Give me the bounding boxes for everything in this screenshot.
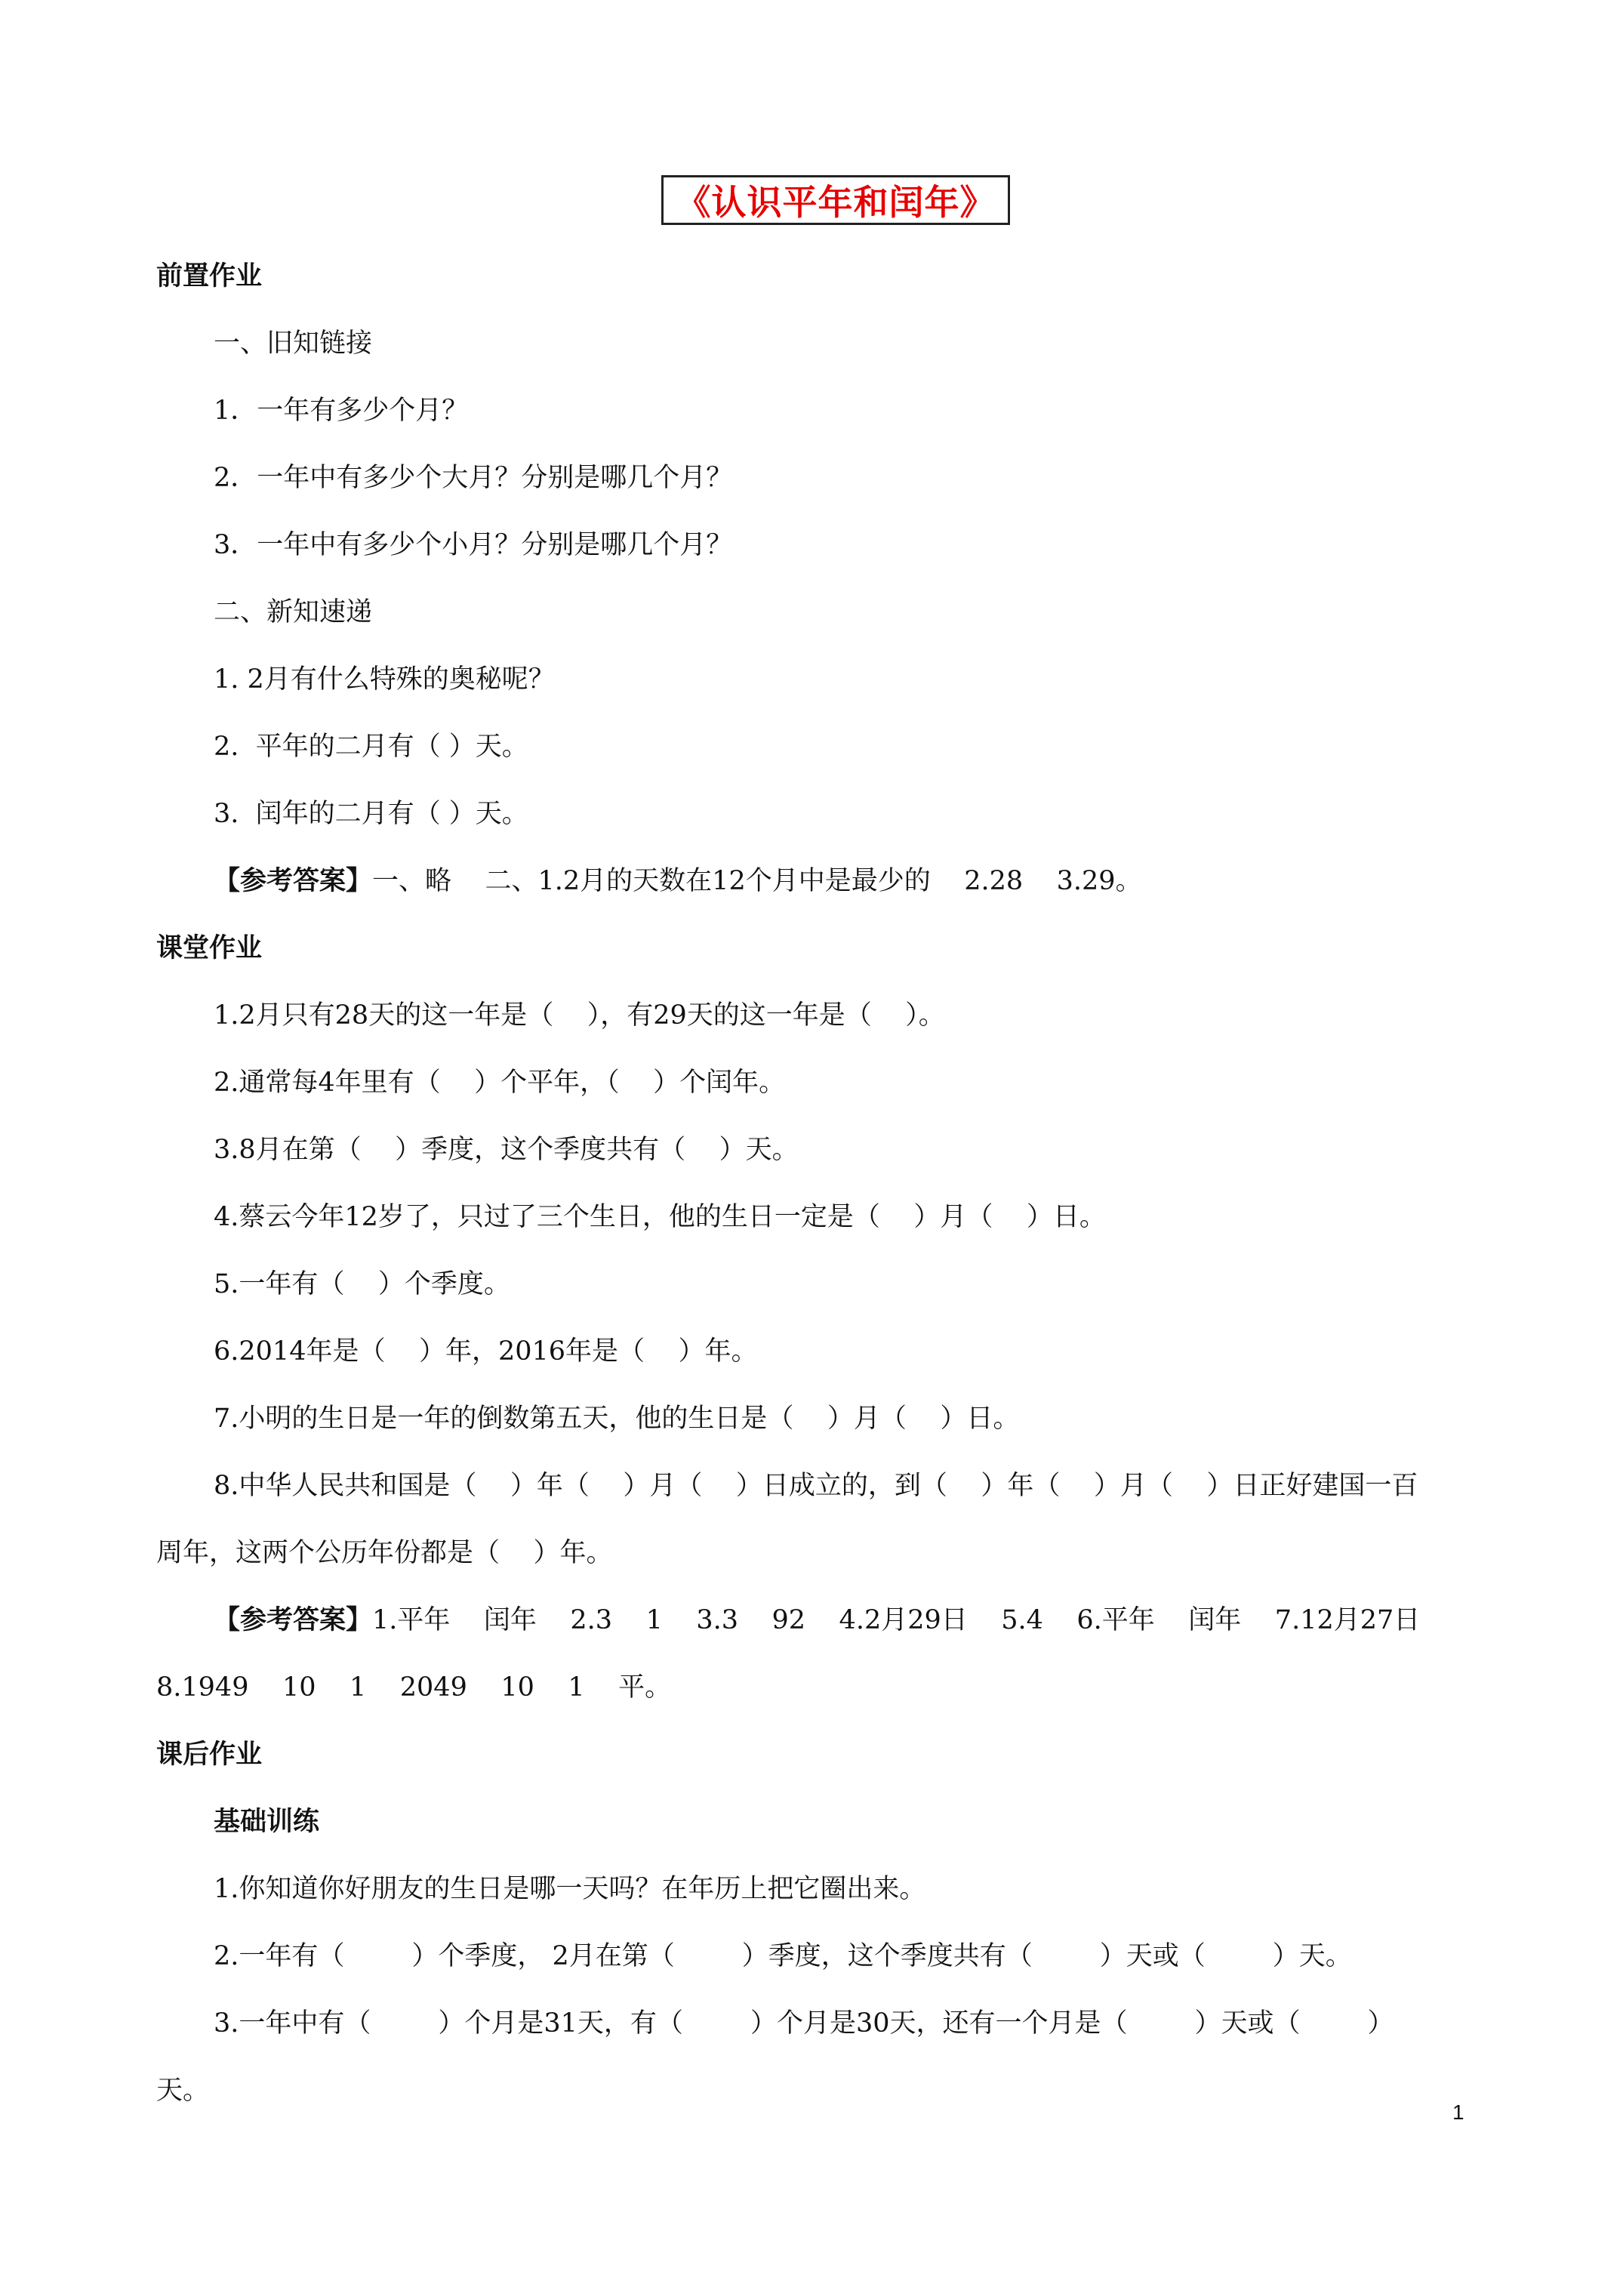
class-answer-line1 — [214, 1604, 1420, 1637]
page-number: 1 — [1452, 2100, 1464, 2124]
pre-question-3: 3．一年中有多少个小月？分别是哪几个月？ — [214, 530, 733, 560]
section-heading-class: 课堂作业 — [156, 932, 263, 963]
after-question-1: 1.你知道你好朋友的生日是哪一天吗？在年历上把它圈出来。 — [214, 1874, 926, 1904]
pre-new-3: 3. 闰年的二月有（ ）天。 — [214, 799, 528, 829]
section-heading-pre: 前置作业 — [156, 260, 263, 291]
class-question-1: 1.2月只有28天的这一年是（ ），有29天的这一年是（ ）。 — [214, 1000, 945, 1031]
after-question-3-line2: 天。 — [156, 2076, 210, 2106]
after-question-2: 2.一年有（ ）个季度， 2月在第（ ）季度，这个季度共有（ ）天或（ ）天。 — [214, 1941, 1352, 1971]
class-question-2: 2.通常每4年里有（ ）个平年，（ ）个闰年。 — [214, 1068, 786, 1098]
answer-label: 【参考答案】 — [214, 1604, 373, 1635]
document-title: 《认识平年和闰年》 — [676, 182, 996, 223]
section-heading-after: 课后作业 — [156, 1739, 263, 1770]
class-question-4: 4.蔡云今年12岁了，只过了三个生日，他的生日一定是（ ）月（ ）日。 — [214, 1202, 1106, 1232]
pre-question-1: 1．一年有多少个月？ — [214, 396, 469, 426]
pre-part2-heading: 二、新知速递 — [214, 597, 373, 627]
answer-label: 【参考答案】 — [214, 865, 373, 896]
pre-answer — [214, 864, 1142, 898]
pre-new-2: 2. 平年的二月有（ ）天。 — [214, 732, 528, 762]
class-question-8-line2: 周年，这两个公历年份都是（ ）年。 — [156, 1538, 613, 1568]
class-question-8-line1: 8.中华人民共和国是（ ）年（ ）月（ ）日成立的，到（ ）年（ ）月（ ）日正好建国一百 — [214, 1471, 1418, 1501]
after-question-3-line1: 3.一年中有（ ）个月是31天，有（ ）个月是30天，还有一个月是（ ）天或（ ） — [214, 2008, 1394, 2039]
class-question-3: 3.8月在第（ ）季度，这个季度共有（ ）天。 — [214, 1135, 799, 1165]
pre-new-1: 1. 2月有什么特殊的奥秘呢？ — [214, 664, 555, 695]
pre-part1-heading: 一、旧知链接 — [214, 328, 373, 359]
after-subheading: 基础训练 — [214, 1806, 320, 1837]
class-question-7: 7.小明的生日是一年的倒数第五天，他的生日是（ ）月（ ）日。 — [214, 1404, 1020, 1434]
answer-text: 1.平年 闰年 2.3 1 3.3 92 4.2月29日 5.4 6.平年 闰年 7.12月27日 — [372, 1605, 1421, 1635]
answer-text: 一、略 二、1.2月的天数在12个月中是最少的 2.28 3.29。 — [372, 866, 1142, 896]
class-answer-line2: 8.1949 10 1 2049 10 1 平。 — [156, 1672, 672, 1703]
class-question-5: 5.一年有（ ）个季度。 — [214, 1269, 510, 1299]
pre-question-2: 2．一年中有多少个大月？分别是哪几个月？ — [214, 463, 733, 493]
title-box — [661, 175, 1010, 225]
class-question-6: 6.2014年是（ ）年，2016年是（ ）年。 — [214, 1336, 758, 1367]
